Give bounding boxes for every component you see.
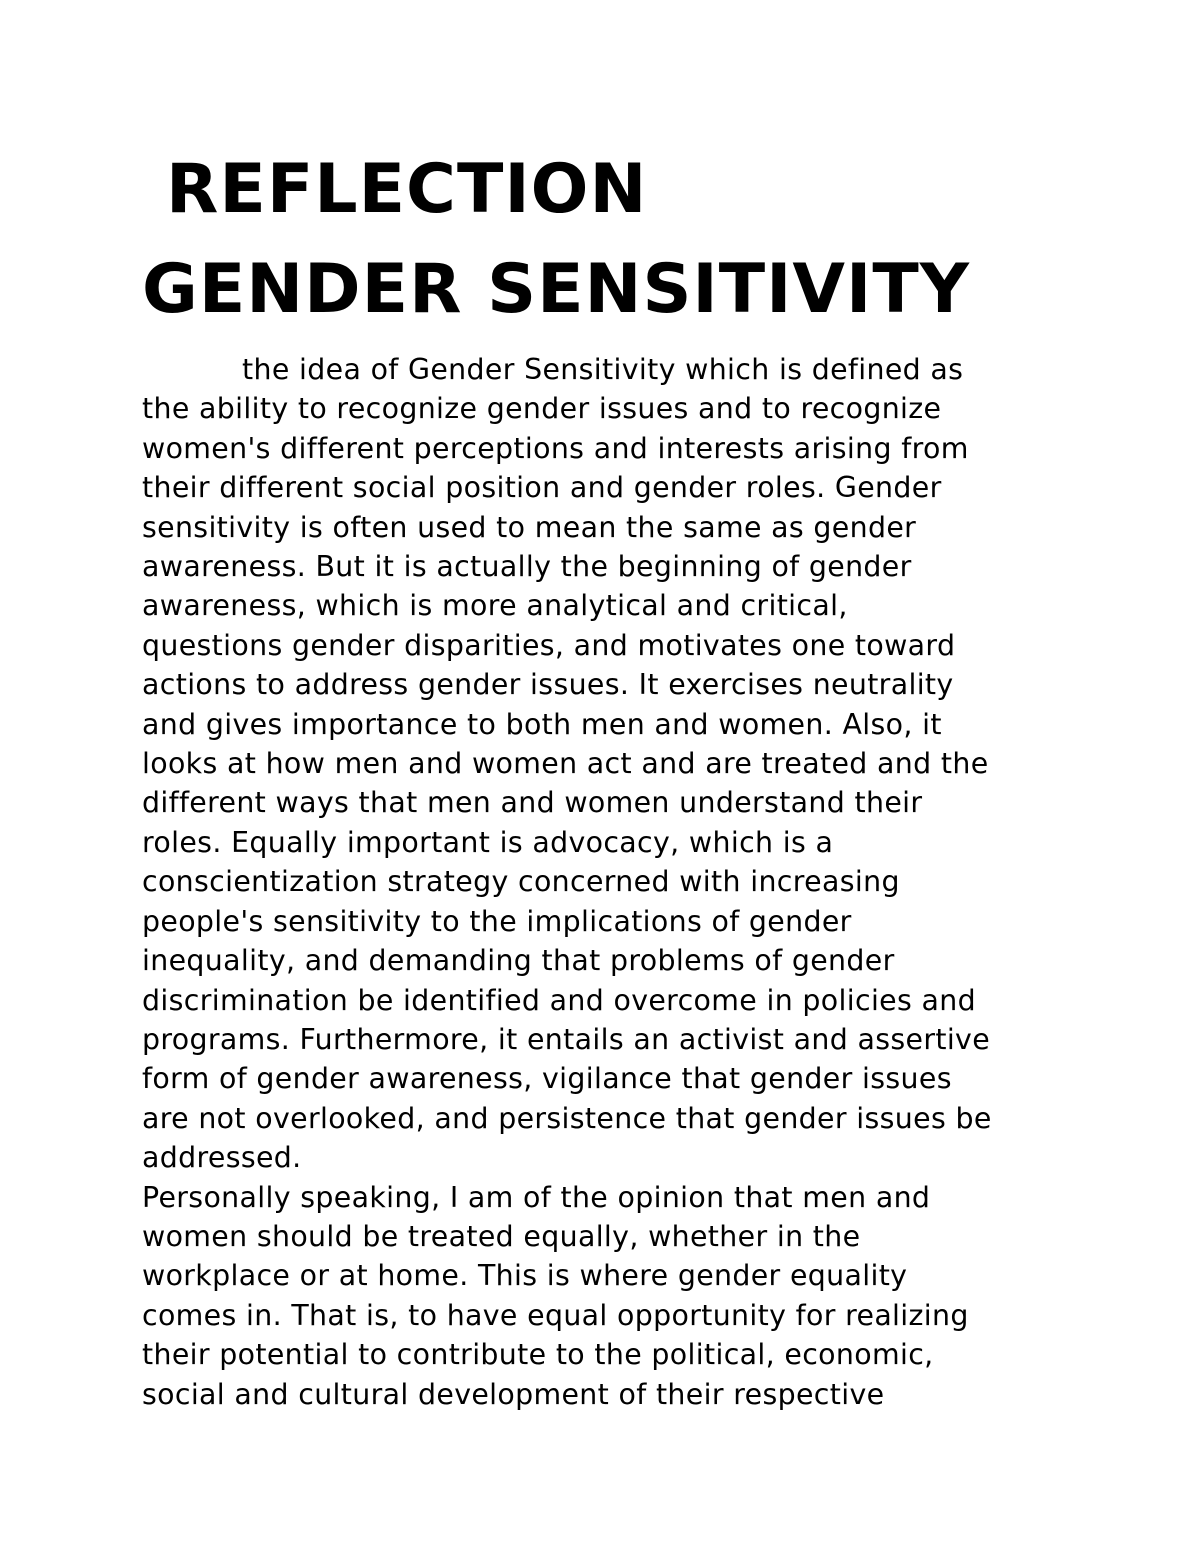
body-line: looks at how men and women act and are treated and the	[142, 747, 989, 781]
document-subtitle: GENDER SENSITIVITY	[142, 250, 970, 329]
body-line: Personally speaking, I am of the opinion that men and	[142, 1180, 931, 1214]
body-line: addressed.	[142, 1141, 302, 1175]
body-line: sensitivity is often used to mean the same as gender	[142, 510, 917, 544]
body-line: roles. Equally important is advocacy, which is a	[142, 825, 834, 859]
body-line: actions to address gender issues. It exercises neutrality	[142, 668, 954, 702]
body-line: the ability to recognize gender issues and to recognize	[142, 392, 942, 426]
body-line: social and cultural development of their respective	[142, 1377, 885, 1411]
body-line: people's sensitivity to the implications of gender	[142, 904, 852, 938]
body-line: comes in. That is, to have equal opportunity for realizing	[142, 1298, 969, 1332]
body-line: form of gender awareness, vigilance that gender issues	[142, 1062, 952, 1096]
body-line: their potential to contribute to the political, economic,	[142, 1338, 934, 1372]
body-line: women should be treated equally, whether in the	[142, 1219, 861, 1253]
body-line: different ways that men and women understand their	[142, 786, 923, 820]
body-line: questions gender disparities, and motivates one toward	[142, 628, 956, 662]
document-title: REFLECTION	[166, 150, 648, 229]
body-line: discrimination be identified and overcome in policies and	[142, 983, 976, 1017]
body-line: awareness. But it is actually the beginning of gender	[142, 550, 912, 584]
body-line: are not overlooked, and persistence that gender issues be	[142, 1101, 992, 1135]
body-text	[142, 350, 1072, 1414]
body-line: inequality, and demanding that problems of gender	[142, 944, 895, 978]
body-line: women's different perceptions and interests arising from	[142, 431, 969, 465]
body-line: awareness, which is more analytical and critical,	[142, 589, 848, 623]
body-line: programs. Furthermore, it entails an activist and assertive	[142, 1022, 991, 1056]
body-line: and gives importance to both men and women. Also, it	[142, 707, 942, 741]
title-block	[142, 140, 1102, 340]
body-line: conscientization strategy concerned with increasing	[142, 865, 900, 899]
body-line: workplace or at home. This is where gender equality	[142, 1259, 908, 1293]
body-line: their different social position and gender roles. Gender	[142, 471, 942, 505]
body-line: the idea of Gender Sensitivity which is defined as	[242, 353, 964, 386]
